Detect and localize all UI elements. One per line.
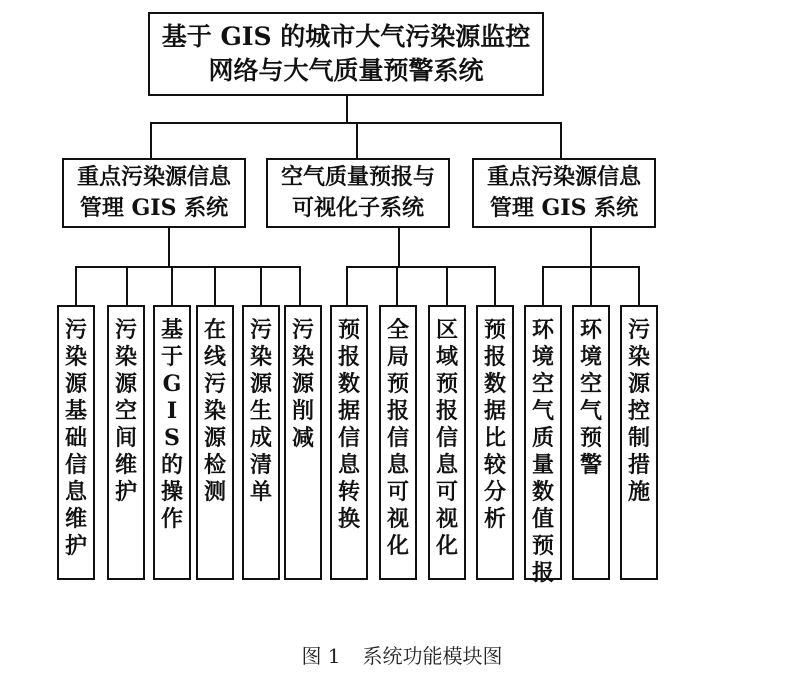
- root-connector: [346, 96, 348, 124]
- sub3-down-connector: [590, 228, 592, 268]
- module-label: 预报数据信息转换: [337, 317, 360, 532]
- module-pollution-inventory: [242, 305, 280, 580]
- sub1-down-connector: [168, 228, 170, 268]
- leaf-connector: [260, 266, 262, 305]
- subsystem-1-line1: 重点污染源信息: [76, 164, 231, 190]
- module-label: 污染源生成清单: [249, 317, 272, 505]
- leaf-connector: [75, 266, 77, 305]
- module-label: 环境空气质量数值预报: [531, 317, 554, 586]
- module-label: 环境空气预警: [579, 317, 602, 478]
- sub1-connector: [150, 122, 152, 158]
- subsystem-2-line2: 可视化子系统: [291, 195, 424, 221]
- leaf-connector: [446, 266, 448, 305]
- leaf-connector: [214, 266, 216, 305]
- subsystem-box-air-forecast: [266, 158, 450, 228]
- group1-bus: [75, 266, 301, 268]
- sub2-connector: [356, 122, 358, 158]
- module-label: 预报数据比较分析: [483, 317, 506, 532]
- root-system-box: [148, 12, 544, 96]
- module-pollution-basic-info: [57, 305, 95, 580]
- leaf-connector: [299, 266, 301, 305]
- sub2-down-connector: [398, 228, 400, 268]
- module-forecast-conversion: [330, 305, 368, 580]
- leaf-connector: [396, 266, 398, 305]
- module-label: 在线污染源检测: [203, 317, 226, 505]
- group2-bus: [346, 266, 496, 268]
- root-title-line1: 基于 GIS 的城市大气污染源监控: [161, 22, 531, 51]
- leaf-connector: [542, 266, 544, 305]
- module-online-detection: [196, 305, 234, 580]
- module-air-quality-numeric-forecast: [524, 305, 562, 586]
- module-label: 污染源削减: [291, 317, 314, 451]
- leaf-connector: [494, 266, 496, 305]
- module-pollution-spatial: [107, 305, 145, 580]
- subsystem-box-pollution-gis: [62, 158, 246, 228]
- leaf-connector: [126, 266, 128, 305]
- module-label: 基于GIS的操作: [160, 317, 183, 532]
- module-air-warning: [572, 305, 610, 580]
- root-title-line2: 网络与大气质量预警系统: [208, 56, 484, 85]
- module-label: 污染源基础信息维护: [64, 317, 87, 559]
- module-label: 污染源控制措施: [627, 317, 650, 505]
- module-gis-operation: [153, 305, 191, 580]
- module-pollution-reduction: [284, 305, 322, 580]
- subsystem-2-line1: 空气质量预报与: [280, 164, 435, 190]
- module-label: 污染源空间维护: [114, 317, 137, 505]
- module-label: 全局预报信息可视化: [386, 317, 409, 559]
- module-pollution-control: [620, 305, 658, 580]
- leaf-connector: [638, 266, 640, 305]
- leaf-connector: [346, 266, 348, 305]
- sub3-connector: [560, 122, 562, 158]
- figure-number: 图 1: [301, 644, 341, 668]
- subsystem-box-pollution-gis-alt: [472, 158, 656, 228]
- module-label: 区域预报信息可视化: [435, 317, 458, 559]
- figure-title: 系统功能模块图: [362, 644, 503, 668]
- module-regional-forecast-vis: [428, 305, 466, 580]
- subsystem-3-line2: 管理 GIS 系统: [489, 195, 639, 221]
- leaf-connector: [590, 266, 592, 305]
- subsystem-1-line2: 管理 GIS 系统: [79, 195, 229, 221]
- subsystem-3-line1: 重点污染源信息: [486, 164, 641, 190]
- leaf-connector: [171, 266, 173, 305]
- module-forecast-comparison: [476, 305, 514, 580]
- figure-caption: [0, 640, 804, 669]
- module-global-forecast-vis: [379, 305, 417, 580]
